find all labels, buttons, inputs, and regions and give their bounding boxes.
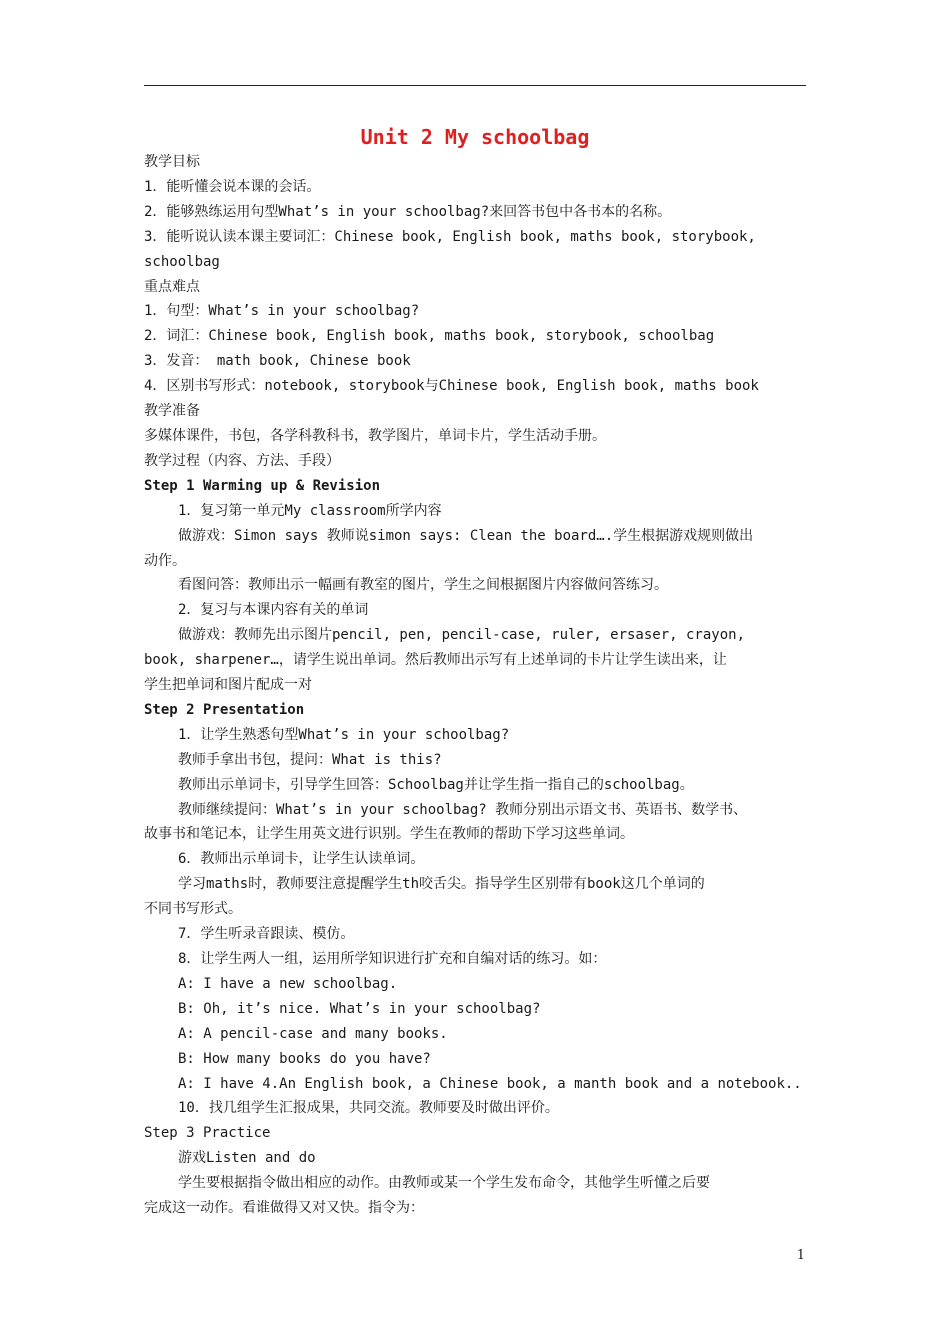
paragraph: 看图问答：教师出示一幅画有教室的图片，学生之间根据图片内容做问答练习。 (178, 577, 668, 594)
dialogue-line: A: I have 4.An English book, a Chinese book, a manth book and a notebook.. (178, 1075, 802, 1092)
section-heading: 教学目标 (144, 154, 200, 170)
dialogue-line: B: How many books do you have? (178, 1050, 431, 1067)
paragraph: 1．能听懂会说本课的会话。 (144, 178, 321, 195)
paragraph: 学生要根据指令做出相应的动作。由教师或某一个学生发布命令，其他学生听懂之后要 (178, 1175, 710, 1192)
paragraph: 教师手拿出书包，提问：What is this? (178, 751, 442, 768)
paragraph: 2．复习与本课内容有关的单词 (178, 602, 369, 619)
paragraph: 1．让学生熟悉句型What’s in your schoolbag? (178, 726, 510, 743)
paragraph: 3．发音： math book, Chinese book (144, 353, 411, 370)
paragraph: 做游戏：Simon says 教师说simon says: Clean the board….学生根据游戏规则做出 (178, 527, 754, 544)
header-rule (144, 85, 806, 86)
step-heading: Step 3 Practice (144, 1125, 271, 1142)
section-heading: 教学准备 (144, 403, 200, 420)
page-number: 1 (796, 1248, 805, 1263)
paragraph: 多媒体课件，书包，各学科教科书，教学图片，单词卡片，学生活动手册。 (144, 427, 606, 444)
section-heading: 重点难点 (144, 278, 200, 295)
paragraph: 1．句型：What’s in your schoolbag? (144, 303, 420, 320)
dialogue-line: B: Oh, it’s nice. What’s in your schoolbag? (178, 1000, 541, 1017)
paragraph: 8．让学生两人一组，运用所学知识进行扩充和自编对话的练习。如： (178, 951, 607, 967)
paragraph: 游戏Listen and do (178, 1150, 316, 1167)
step-heading: Step 1 Warming up & Revision (144, 477, 381, 494)
paragraph: 1．复习第一单元My classroom所学内容 (178, 502, 442, 519)
paragraph: 7．学生听录音跟读、模仿。 (178, 926, 355, 943)
dialogue-line: A: A pencil-case and many books. (178, 1025, 448, 1042)
paragraph: book, sharpener…，请学生说出单词。然后教师出示写有上述单词的卡片让学生读出来，让 (144, 652, 727, 669)
paragraph: schoolbag (144, 253, 220, 270)
paragraph: 2．能够熟练运用句型What’s in your schoolbag?来回答书包中各书本的名称。 (144, 203, 672, 220)
paragraph: 6．教师出示单词卡，让学生认读单词。 (178, 851, 425, 868)
paragraph: 完成这一动作。看谁做得又对又快。指令为： (144, 1200, 424, 1217)
paragraph: 4．区别书写形式：notebook, storybook与Chinese book, English book, maths book (144, 378, 759, 395)
paragraph: 学生把单词和图片配成一对 (144, 677, 312, 694)
document-body (144, 150, 808, 1221)
paragraph: 不同书写形式。 (144, 901, 242, 918)
paragraph: 3．能听说认读本课主要词汇：Chinese book, English book, maths book, storybook, (144, 228, 756, 245)
section-heading: 教学过程（内容、方法、手段） (144, 452, 340, 469)
step-heading: Step 2 Presentation (144, 701, 305, 718)
paragraph: 做游戏：教师先出示图片pencil, pen, pencil-case, ruler, ersaser, crayon, (178, 627, 746, 644)
paragraph: 10．找几组学生汇报成果，共同交流。教师要及时做出评价。 (178, 1100, 559, 1117)
paragraph: 教师继续提问：What’s in your schoolbag? 教师分别出示语文书、英语书、数学书、 (178, 801, 748, 818)
paragraph: 2．词汇：Chinese book, English book, maths book, storybook, schoolbag (144, 328, 715, 345)
paragraph: 动作。 (144, 552, 186, 569)
dialogue-line: A: I have a new schoolbag. (178, 975, 398, 992)
document-title: Unit 2 My schoolbag (360, 125, 590, 149)
paragraph: 故事书和笔记本，让学生用英文进行识别。学生在教师的帮助下学习这些单词。 (144, 826, 634, 843)
paragraph: 学习maths时，教师要注意提醒学生th咬舌尖。指导学生区别带有book这几个单词的 (178, 876, 705, 893)
paragraph: 教师出示单词卡，引导学生回答：Schoolbag并让学生指一指自己的schoolbag。 (178, 776, 694, 793)
